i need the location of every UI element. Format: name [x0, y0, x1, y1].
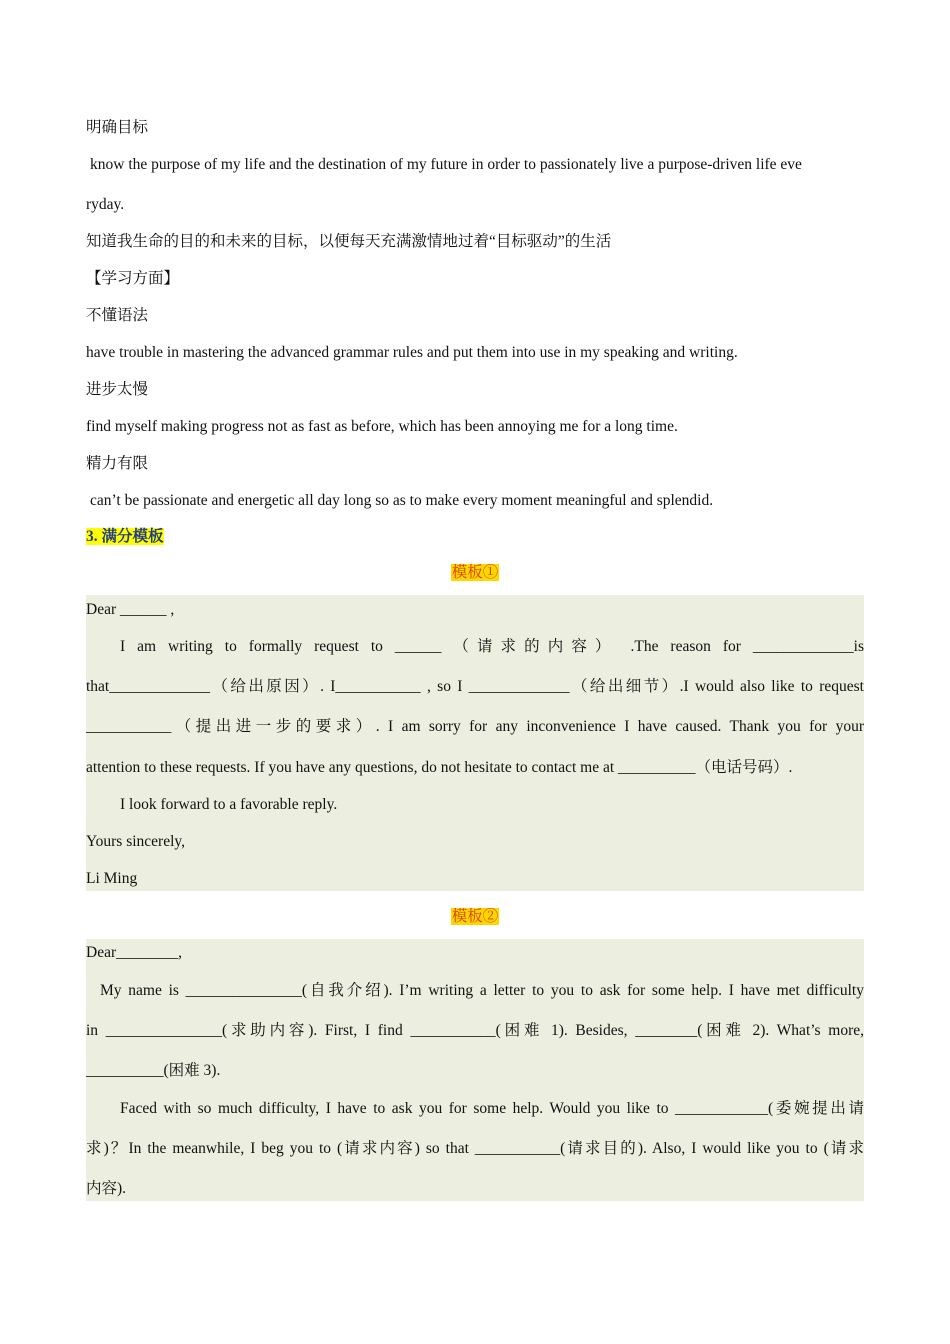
template-1-panel [86, 595, 864, 891]
template-1-name: Li Ming [86, 870, 138, 887]
grammar-english: have trouble in mastering the advanced grammar rules and put them into use in my speaking and writing. [86, 344, 738, 361]
template-1-line-3: ___________（提出进一步的要求）. I am sorry for any inconvenience I have caused. Thank you for your [86, 718, 864, 735]
template-1-line-4: attention to these requests. If you have any questions, do not hesitate to contact me at __________（电话号码）. [86, 759, 793, 776]
template-2-title: 模板② [451, 908, 499, 925]
template-1-title: 模板① [451, 564, 499, 581]
grammar-heading: 不懂语法 [86, 307, 149, 324]
section-title-wrap [86, 527, 164, 547]
template-2-line-2: in _______________(求助内容). First, I find ___________(困难 1). Besides, ________(困难 2). What’s more, [86, 1022, 864, 1039]
study-heading: 【学习方面】 [86, 270, 180, 287]
template-2-line-1: My name is _______________(自我介绍). I’m writing a letter to you to ask for some help. I have met difficulty [100, 982, 864, 999]
progress-english: find myself making progress not as fast as before, which has been annoying me for a long time. [86, 418, 678, 435]
template-1-line-1: I am writing to formally request to ______ （请求的内容） .The reason for _____________is [120, 638, 864, 655]
template-2-line-3: __________(困难 3). [86, 1062, 221, 1079]
template-1-closing-line: I look forward to a favorable reply. [120, 796, 338, 813]
template-2-panel [86, 939, 864, 1201]
template-2-title-wrap [86, 907, 864, 927]
template-2-line-5: 求)？In the meanwhile, I beg you to (请求内容) so that ___________(请求目的). Also, I would like you to (请求 [86, 1140, 864, 1157]
template-2-line-6: 内容). [86, 1180, 127, 1197]
section-title: 3. 满分模板 [86, 528, 164, 545]
energy-heading: 精力有限 [86, 455, 149, 472]
template-1-signoff: Yours sincerely, [86, 833, 186, 850]
template-2-line-4: Faced with so much difficulty, I have to ask you for some help. Would you like to ____________(委婉提出请 [120, 1100, 864, 1117]
energy-english: can’t be passionate and energetic all day long so as to make every moment meaningful and splendid. [90, 492, 714, 509]
goal-english-line-2: ryday. [86, 196, 125, 213]
template-1-line-2: that_____________（给出原因）. I___________ , so I _____________（给出细节）.I would also like to request [86, 678, 864, 695]
goal-chinese: 知道我生命的目的和未来的目标，以便每天充满激情地过着“目标驱动”的生活 [86, 233, 612, 250]
template-1-title-wrap [86, 563, 864, 583]
template-1-salutation: Dear ______ , [86, 601, 175, 618]
progress-heading: 进步太慢 [86, 381, 149, 398]
template-2-salutation: Dear________, [86, 944, 182, 961]
goal-heading: 明确目标 [86, 119, 149, 136]
goal-english-line-1: know the purpose of my life and the destination of my future in order to passionately live a purpose-driven life eve [90, 156, 802, 173]
